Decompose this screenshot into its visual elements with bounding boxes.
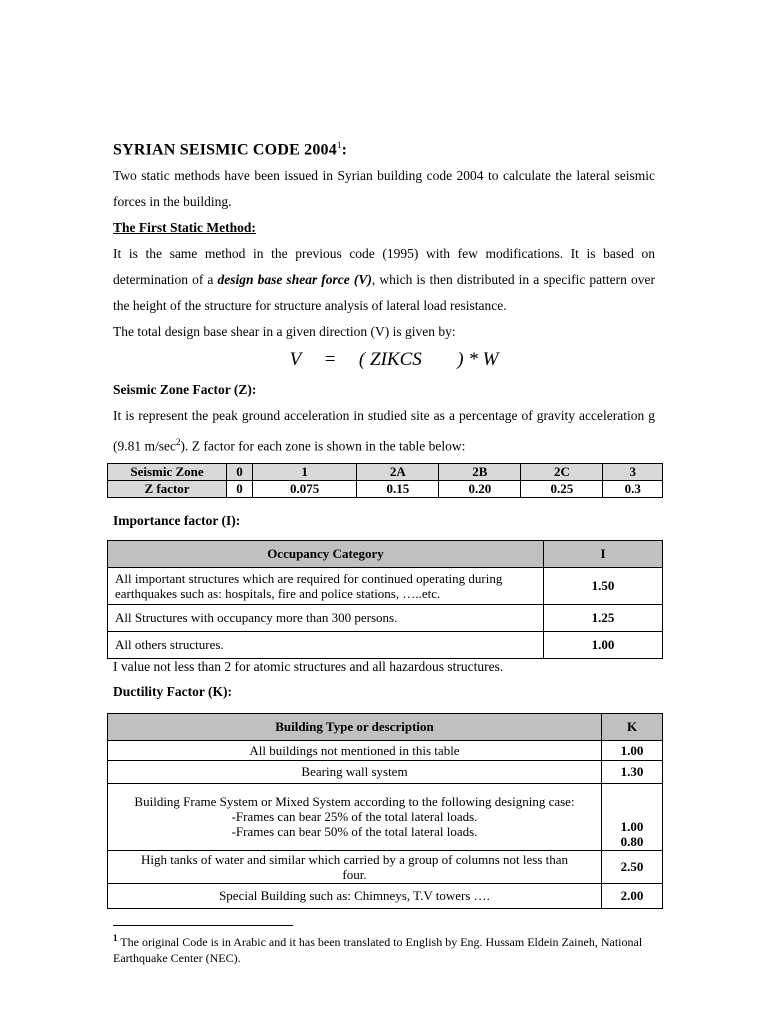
importance-heading: Importance factor (I): (113, 512, 241, 528)
ductility-heading: Ductility Factor (K): (113, 683, 232, 699)
ductility-value-cell: 2.50 (602, 850, 663, 883)
building-type-cell: Bearing wall system (108, 760, 602, 783)
title-text: SYRIAN SEISMIC CODE 2004 (113, 141, 337, 159)
zone-text-sup: 2 (176, 437, 181, 448)
ductility-value-25: 1.00 (620, 818, 644, 834)
first-method-heading: The First Static Method: (113, 220, 256, 236)
zone-text-b: ). Z factor for each zone is shown in the table below: (180, 438, 466, 454)
ductility-value-header: K (602, 713, 663, 740)
z-factor-row (108, 480, 663, 497)
z-factor-cell: 0.25 (521, 480, 603, 497)
ductility-value-cell: 2.00 (602, 883, 663, 908)
z-factor-cell: 0 (227, 480, 253, 497)
total-shear-line: The total design base shear in a given direction (V) is given by: (113, 324, 456, 340)
formula-times-w: ) * W (457, 349, 499, 371)
ductility-value-50: 0.80 (620, 833, 644, 849)
zone-cell: 2B (439, 463, 521, 480)
zone-cell: 2A (357, 463, 439, 480)
footnote (113, 930, 653, 966)
ductility-value-cell: 1.00 (602, 740, 663, 760)
building-type-cell (108, 783, 602, 850)
importance-value-header: I (544, 540, 663, 567)
zone-paragraph (113, 403, 655, 460)
importance-table (107, 540, 663, 659)
table-row (108, 883, 663, 908)
footnote-mark: 1 (113, 933, 118, 943)
first-method-paragraph (113, 241, 655, 319)
document-page (113, 132, 655, 909)
zone-text-a: It is represent the peak ground acceleration in studied site as a percentage of gravity acceleration g (9.81 m/sec (113, 408, 655, 454)
seismic-zone-table (107, 463, 663, 498)
zone-row-label: Seismic Zone (108, 463, 227, 480)
table-row (108, 760, 663, 783)
z-factor-cell: 0.075 (252, 480, 356, 497)
occupancy-category-cell: All others structures. (108, 631, 544, 658)
occupancy-category-cell: All important structures which are required for continued operating during earthquakes such as: hospitals, fire and police stations, …..etc. (108, 567, 544, 604)
z-factor-cell: 0.3 (603, 480, 663, 497)
importance-header-row (108, 540, 663, 567)
occupancy-category-cell: All Structures with occupancy more than 300 persons. (108, 604, 544, 631)
title-colon: : (341, 141, 348, 159)
building-type-header: Building Type or description (108, 713, 602, 740)
document-title (113, 132, 655, 163)
z-factor-cell: 0.20 (439, 480, 521, 497)
footnote-separator (113, 925, 293, 926)
building-type-cell: High tanks of water and similar which carried by a group of columns not less than four. (108, 850, 602, 883)
importance-note: I value not less than 2 for atomic structures and all hazardous structures. (113, 658, 504, 674)
table-row (108, 783, 663, 850)
table-row (108, 631, 663, 658)
formula-zikcs: ( ZIKCS (358, 349, 422, 371)
building-type-cell: All buildings not mentioned in this table (108, 740, 602, 760)
importance-value-cell: 1.50 (544, 567, 663, 604)
ductility-value-cell: 1.30 (602, 760, 663, 783)
base-shear-formula (113, 345, 655, 375)
formula-equals: = (324, 349, 336, 371)
formula-v: V (289, 349, 302, 371)
ductility-value-cell (602, 783, 663, 850)
footnote-text: The original Code is in Arabic and it has been translated to English by Eng. Hussam Eldein Zaineh, National Earthquake Center (NEC). (113, 935, 643, 965)
ductility-header-row (108, 713, 663, 740)
importance-value-cell: 1.25 (544, 604, 663, 631)
ductility-table (107, 713, 663, 909)
first-method-text-a: It is the same method in the previous code (1995) with few modifications. It is based on determination of a (113, 246, 655, 288)
frame-system-line: Building Frame System or Mixed System according to the following designing case: (134, 794, 575, 810)
title-footnote-mark: 1 (336, 140, 342, 150)
zone-cell: 0 (227, 463, 253, 480)
table-row (108, 567, 663, 604)
intro-paragraph: Two static methods have been issued in Syrian building code 2004 to calculate the lateral seismic forces in the building. (113, 168, 655, 210)
zone-cell: 3 (603, 463, 663, 480)
occupancy-category-header: Occupancy Category (108, 540, 544, 567)
zone-heading: Seismic Zone Factor (Z): (113, 382, 257, 398)
z-factor-cell: 0.15 (357, 480, 439, 497)
z-factor-row-label: Z factor (108, 480, 227, 497)
zone-row (108, 463, 663, 480)
design-base-shear-term: design base shear force (V) (217, 272, 372, 288)
table-row (108, 604, 663, 631)
zone-cell: 1 (252, 463, 356, 480)
frame-case-50: -Frames can bear 50% of the total lateral loads. (231, 824, 478, 840)
table-row (108, 740, 663, 760)
building-type-cell: Special Building such as: Chimneys, T.V towers …. (108, 883, 602, 908)
table-row (108, 850, 663, 883)
frame-case-25: -Frames can bear 25% of the total lateral loads. (231, 809, 478, 825)
importance-value-cell: 1.00 (544, 631, 663, 658)
zone-cell: 2C (521, 463, 603, 480)
first-method-text-b: , which is then distributed in a specific pattern over the height of the structure for structure analysis of lateral load resistance. (113, 272, 655, 314)
